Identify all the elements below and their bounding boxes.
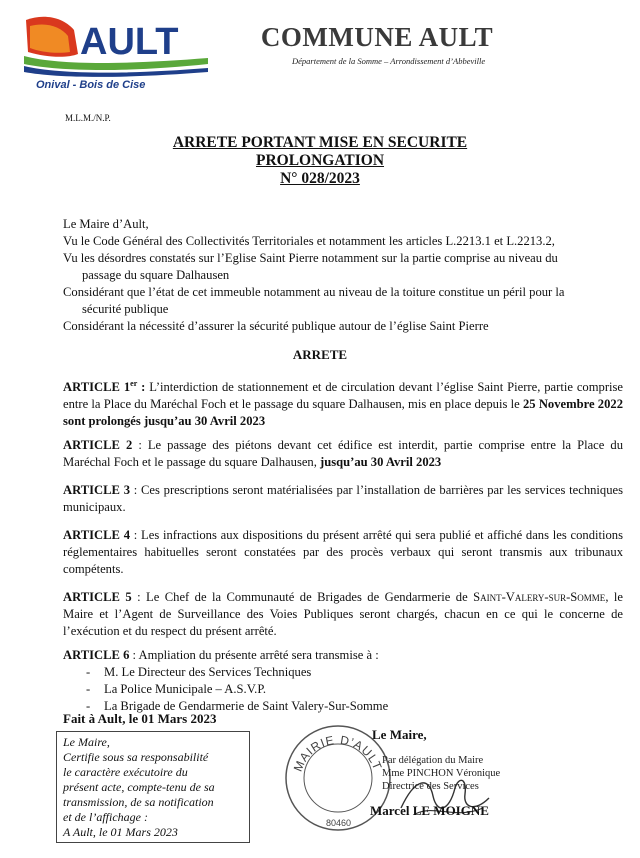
article-2-label: ARTICLE 2 bbox=[63, 438, 133, 452]
article-1-superscript: er bbox=[130, 379, 138, 388]
commune-title: COMMUNE AULT bbox=[260, 22, 494, 52]
article-4 bbox=[63, 527, 623, 578]
article-4-label: ARTICLE 4 bbox=[63, 528, 131, 542]
list-item-text: La Brigade de Gendarmerie de Saint Valery-Sur-Somme bbox=[104, 699, 389, 713]
arrete-heading: ARRETE bbox=[292, 347, 348, 362]
reference-code: M.L.M./N.P. bbox=[65, 113, 111, 123]
article-6 bbox=[63, 647, 623, 664]
article-6-label: ARTICLE 6 bbox=[63, 648, 130, 662]
certification-line: A Ault, le 01 Mars 2023 bbox=[63, 825, 178, 839]
article-3 bbox=[63, 482, 623, 516]
article-1-text: L’interdiction de stationnement et de circulation devant l’église Saint Pierre, partie comprise entre la Place du Maréchal Foch et le passage du square Dalhausen, mis en place depuis le bbox=[63, 380, 623, 412]
title-line-1: ARRETE PORTANT MISE EN SECURITE bbox=[172, 134, 468, 151]
distribution-list bbox=[86, 664, 388, 715]
article-2-text: : Le passage des piétons devant cet édifice est interdit, partie comprise entre la Place du Maréchal Foch et le passage du square Dalhausen, bbox=[63, 438, 623, 469]
article-2 bbox=[63, 437, 623, 471]
certification-box bbox=[56, 731, 250, 843]
logo-town-name: AULT bbox=[80, 21, 179, 63]
certification-line: Le Maire, bbox=[63, 735, 110, 749]
article-2-bold: jusqu’au 30 Avril 2023 bbox=[320, 455, 442, 469]
delegation-line: Mme PINCHON Véronique bbox=[382, 768, 501, 779]
delegation-line: Directrice des Services bbox=[382, 781, 479, 792]
preamble-line: Considérant que l’état de cet immeuble notamment au niveau de la toiture constitue un péril pour la bbox=[63, 285, 565, 299]
preamble bbox=[63, 216, 623, 335]
preamble-line: Considérant la nécessité d’assurer la sécurité publique autour de l’église Saint Pierre bbox=[63, 319, 489, 333]
stamp-text: MAIRIE D’AULT bbox=[290, 732, 385, 774]
svg-text:MAIRIE D’AULT bbox=[291, 733, 385, 774]
preamble-line: Vu les désordres constatés sur l’Eglise Saint Pierre notamment sur la partie comprise au niveau du bbox=[63, 251, 558, 265]
list-item: - La Brigade de Gendarmerie de Saint Valery-Sur-Somme bbox=[86, 699, 389, 713]
article-6-text: : Ampliation du présente arrêté sera transmise à : bbox=[129, 648, 379, 662]
list-item-text: La Police Municipale – A.S.V.P. bbox=[104, 682, 267, 696]
article-5-text-1: : Le Chef de la Communauté de Brigades de Gendarmerie de bbox=[131, 590, 474, 604]
certification-line: le caractère exécutoire du bbox=[63, 765, 188, 779]
certification-line: Certifie sous sa responsabilité bbox=[63, 750, 209, 764]
stamp-code: 80460 bbox=[326, 818, 352, 828]
document-title bbox=[0, 134, 640, 188]
article-1-bold: 25 Novembre 2022 sont prolongés jusqu’au 30 Avril 2023 bbox=[63, 397, 623, 429]
signature-title: Le Maire, bbox=[372, 727, 427, 742]
preamble-line: sécurité publique bbox=[82, 302, 169, 316]
article-3-label: ARTICLE 3 bbox=[63, 483, 130, 497]
article-5-label: ARTICLE 5 bbox=[63, 590, 132, 604]
preamble-line: Vu le Code Général des Collectivités Territoriales et notamment les articles L.2213.1 et L.2213.2, bbox=[63, 234, 555, 248]
list-item: - M. Le Directeur des Services Techniques bbox=[86, 665, 312, 679]
article-1-label: ARTICLE 1 bbox=[63, 380, 131, 395]
list-item-text: M. Le Directeur des Services Techniques bbox=[104, 665, 312, 679]
article-5 bbox=[63, 589, 623, 640]
article-1-colon: : bbox=[137, 380, 146, 395]
delegation-block bbox=[382, 754, 500, 793]
logo-subtitle: Onival - Bois de Cise bbox=[36, 79, 146, 91]
certification-line: et de l’affichage : bbox=[63, 810, 148, 824]
list-item: - La Police Municipale – A.S.V.P. bbox=[86, 682, 267, 696]
done-at: Fait à Ault, le 01 Mars 2023 bbox=[63, 711, 217, 726]
certification-line: présent acte, compte-tenu de sa bbox=[63, 780, 215, 794]
certification-line: transmission, de sa notification bbox=[63, 795, 214, 809]
preamble-line: passage du square Dalhausen bbox=[82, 268, 230, 282]
article-1 bbox=[63, 375, 623, 430]
department-line: Département de la Somme – Arrondissement d’Abbeville bbox=[292, 56, 486, 66]
preamble-line: Le Maire d’Ault, bbox=[63, 217, 149, 231]
delegation-line: Par délégation du Maire bbox=[382, 755, 484, 766]
article-3-text: : Ces prescriptions seront matérialisées par l’installation de barrières par les services techniques municipaux. bbox=[63, 483, 623, 514]
article-5-place: Saint-Valery-sur-Somme bbox=[473, 590, 606, 604]
title-line-3: N° 028/2023 bbox=[280, 170, 360, 187]
title-line-2: PROLONGATION bbox=[255, 152, 385, 169]
mayor-name: Marcel LE MOIGNE bbox=[370, 803, 489, 818]
article-5-text-2: , le Maire et l’Agent de Surveillance des Voies Publiques seront chargés, chacun en ce qui le concerne de l’exécution et du respect du présent arrêté. bbox=[63, 590, 623, 638]
article-4-text: : Les infractions aux dispositions du présent arrêté qui sera publié et affiché dans les conditions réglementaires habituelles seront constatées par des procès verbaux qui seront transmis aux tribunaux compétents. bbox=[63, 528, 623, 576]
ault-logo bbox=[22, 12, 210, 92]
